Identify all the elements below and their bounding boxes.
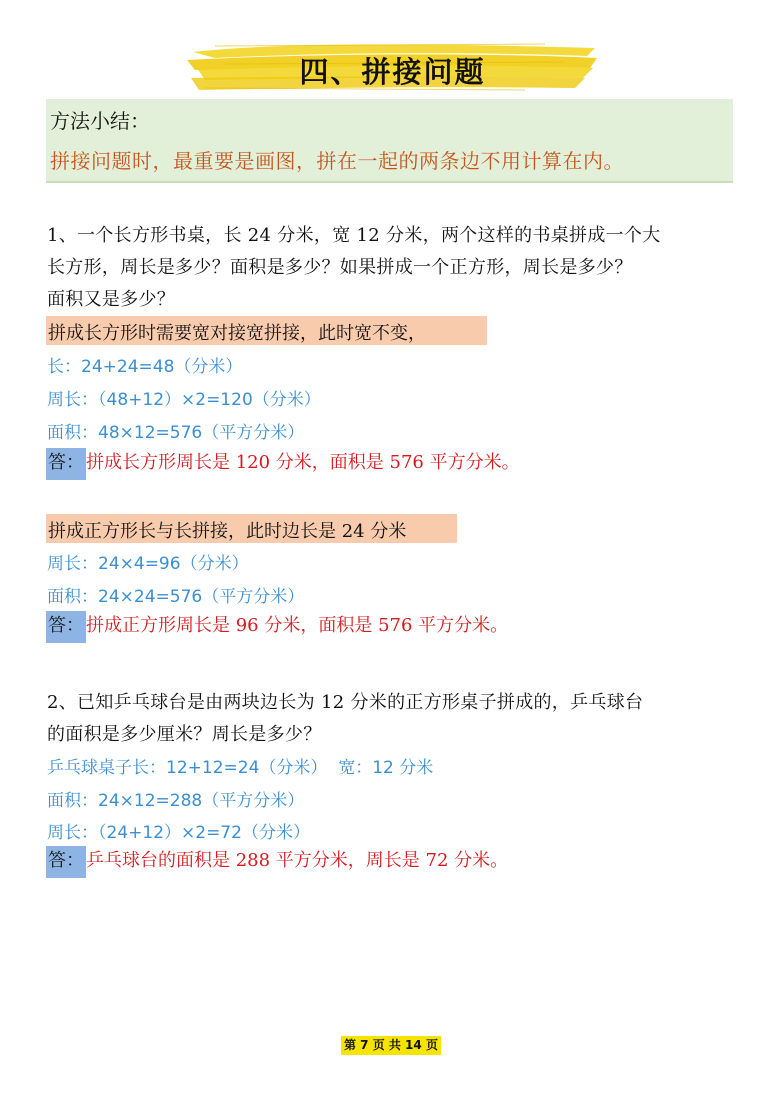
page-number: 第 7 页 共 14 页 <box>341 1036 441 1055</box>
problem1-square-step-1: 周长：24×4=96（分米） <box>47 554 249 574</box>
problem1-rect-hint: 拼成长方形时需要宽对接宽拼接，此时宽不变， <box>46 316 487 345</box>
answer-text: 拼成正方形周长是 96 分米，面积是 576 平方分米。 <box>86 615 509 636</box>
page-title: 四、拼接问题 <box>299 55 486 89</box>
problem1-square-answer <box>46 611 508 643</box>
answer-text: 拼成长方形周长是 120 分米，面积是 576 平方分米。 <box>86 452 520 473</box>
problem2-answer <box>46 846 508 878</box>
answer-text: 乒乓球台的面积是 288 平方分米，周长是 72 分米。 <box>86 850 509 871</box>
title-banner <box>185 38 600 98</box>
problem2-step-2: 面积：24×12=288（平方分米） <box>47 791 305 811</box>
method-summary-box <box>46 99 733 183</box>
answer-key-label: 答： <box>46 611 86 643</box>
problem2-step-1: 乒乓球桌子长：12+12=24（分米） 宽：12 分米 <box>47 758 434 778</box>
problem1-square-hint: 拼成正方形长与长拼接，此时边长是 24 分米 <box>46 514 457 543</box>
problem1-question-line-3: 面积又是多少？ <box>47 289 176 310</box>
answer-key-label: 答： <box>46 846 86 878</box>
problem1-rect-step-1: 长：24+24=48（分米） <box>47 357 243 377</box>
problem2-question-line-1: 2、已知乒乓球台是由两块边长为 12 分米的正方形桌子拼成的，乒乓球台 <box>47 692 644 713</box>
problem1-rect-step-2: 周长：（48+12）×2=120（分米） <box>47 390 321 410</box>
problem2-step-3: 周长：（24+12）×2=72（分米） <box>47 823 310 843</box>
problem1-rect-step-3: 面积：48×12=576（平方分米） <box>47 423 305 443</box>
summary-label: 方法小结： <box>50 109 150 133</box>
answer-key-label: 答： <box>46 448 86 480</box>
problem1-square-step-2: 面积：24×24=576（平方分米） <box>47 587 305 607</box>
summary-text: 拼接问题时，最重要是画图，拼在一起的两条边不用计算在内。 <box>50 149 624 173</box>
problem1-rect-answer <box>46 448 520 480</box>
problem2-question-line-2: 的面积是多少厘米？周长是多少？ <box>47 724 322 745</box>
problem1-question-line-1: 1、一个长方形书桌，长 24 分米，宽 12 分米，两个这样的书桌拼成一个大 <box>47 225 661 246</box>
problem1-question-line-2: 长方形，周长是多少？面积是多少？如果拼成一个正方形，周长是多少？ <box>47 257 633 278</box>
